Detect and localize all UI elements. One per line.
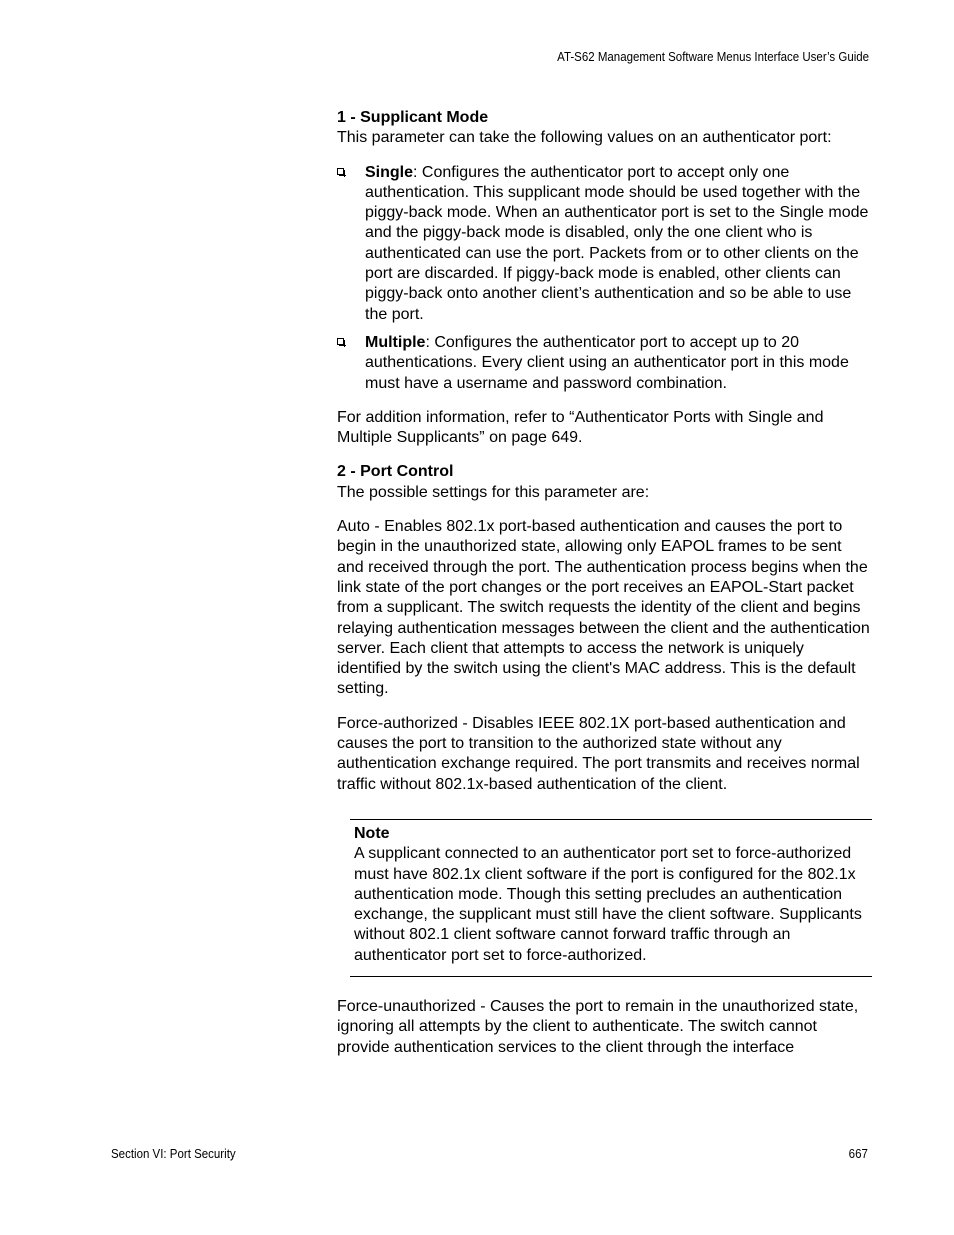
list-item [337,333,872,394]
force-authorized-paragraph: Force-authorized - Disables IEEE 802.1X port-based authentication and causes the port to transition to the authorized state without any authentication exchange required. The port transmits and receives normal traffic without 802.1x-based authentication of the client. [337,714,860,793]
auto-paragraph: Auto - Enables 802.1x port-based authentication and causes the port to begin in the unauthorized state, allowing only EAPOL frames to be sent and received through the port. The authentication process begins when the link state of the port changes or the port receives an EAPOL-Start packet from a supplicant. The switch requests the identity of the client and begins relaying authentication messages between the client and the authentication server. Each client that attempts to access the network is uniquely identified by the switch using the client's MAC address. This is the default setting. [337,518,870,698]
running-header: AT-S62 Management Software Menus Interface User’s Guide [557,50,869,64]
bullet-term: Multiple [365,333,426,351]
supplicant-mode-list [337,163,872,394]
note-box [350,819,872,977]
port-control-intro: The possible settings for this parameter are: [337,483,650,501]
bullet-text: : Configures the authenticator port to accept only one authentication. This supplicant mode should be used together with the piggy-back mode. When an authenticator port is set to the Single mode and the piggy-back mode is disabled, only the one client who is authenticated can use the port. Packets from or to other clients on the port are discarded. If piggy-back mode is enabled, other clients can piggy-back onto another client’s authentication and so be able to use the port. [365,163,869,323]
checkbox-bullet-icon [337,338,344,345]
note-title: Note [354,824,390,842]
footer-section: Section VI: Port Security [111,1147,236,1161]
main-content [337,108,872,1058]
supplicant-mode-intro: This parameter can take the following values on an authenticator port: [337,129,832,147]
note-text: A supplicant connected to an authenticator port set to force-authorized must have 802.1x client software if the port is configured for the 802.1x authentication mode. Though this setting precludes an authentication exchange, the supplicant must still have the client software. Supplicants without 802.1 client software cannot forward traffic through an authenticator port set to force-authorized. [354,845,862,964]
list-item [337,163,872,325]
more-info-paragraph: For addition information, refer to “Authenticator Ports with Single and Multiple Supplicants” on page 649. [337,408,824,447]
port-control-heading: 2 - Port Control [337,463,454,481]
bullet-text: : Configures the authenticator port to accept up to 20 authentications. Every client using an authenticator port in this mode must have a username and password combination. [365,333,849,392]
bullet-term: Single [365,163,414,181]
supplicant-mode-heading: 1 - Supplicant Mode [337,109,489,126]
force-unauthorized-paragraph: Force-unauthorized - Causes the port to remain in the unauthorized state, ignoring all attempts by the client to authenticate. The switch cannot provide authentication services to the client through the interface [337,997,859,1056]
page-number: 667 [848,1147,868,1161]
checkbox-bullet-icon [337,168,344,175]
